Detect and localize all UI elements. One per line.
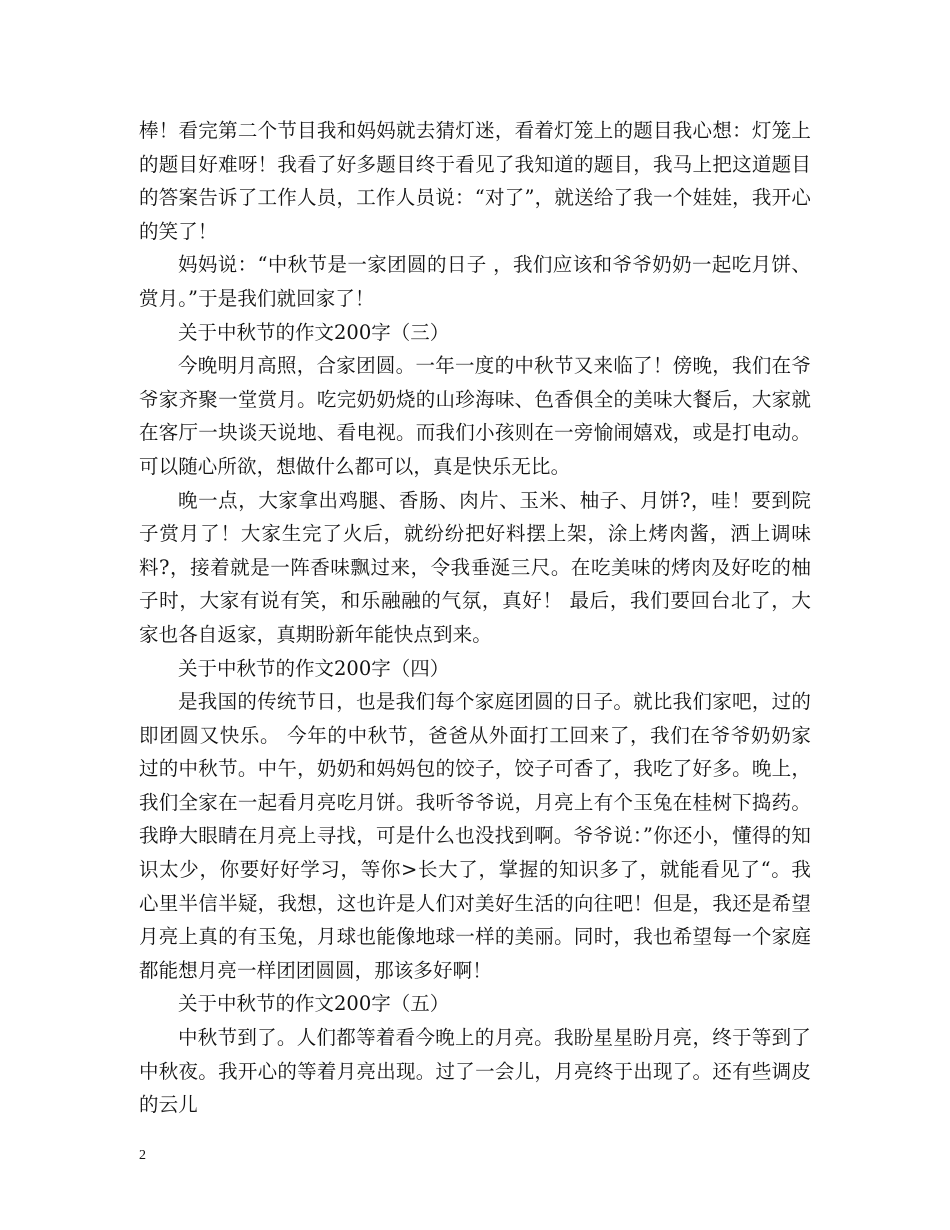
section-heading-three: 关于中秋节的作文200字（三） xyxy=(178,320,450,344)
paragraph-essay-five: 中秋节到了。人们都等着看今晚上的月亮。我盼星星盼月亮，终于等到了中秋夜。我开心的等着月亮出现。过了一会儿，月亮终于出现了。还有些调皮的云儿 xyxy=(139,1026,811,1117)
page-number: 2 xyxy=(139,1148,146,1163)
paragraph-essay-three-2: 晚一点，大家拿出鸡腿、香肠、肉片、玉米、柚子、月饼?，哇！要到院子赏月了！大家生完了火后，就纷纷把好料摆上架，涂上烤肉酱，洒上调味料?，接着就是一阵香味飘过来，令我垂涎三尺。在吃美味的烤肉及好吃的柚子时，大家有说有笑，和乐融融的气氛，真好！ 最后，我们要回台北了，大家也各自返家，真期盼新年能快点到来。 xyxy=(139,488,811,646)
document-page xyxy=(139,114,811,1122)
paragraph-mother-quote: 妈妈说：“中秋节是一家团圆的日子 ，我们应该和爷爷奶奶一起吃月饼、赏月。”于是我们就回家了！ xyxy=(139,253,811,310)
section-heading-five: 关于中秋节的作文200字（五） xyxy=(178,992,450,1016)
paragraph-essay-three-1: 今晚明月高照，合家团圆。一年一度的中秋节又来临了！傍晚，我们在爷爷家齐聚一堂赏月。吃完奶奶烧的山珍海味、色香俱全的美味大餐后，大家就在客厅一块谈天说地、看电视。而我们小孩则在一旁愉闹嬉戏，或是打电动。可以随心所欲，想做什么都可以，真是快乐无比。 xyxy=(139,354,811,478)
paragraph-continuation: 棒！看完第二个节目我和妈妈就去猜灯迷，看着灯笼上的题目我心想：灯笼上的题目好难呀！我看了好多题目终于看见了我知道的题目，我马上把这道题目的答案告诉了工作人员，工作人员说：“对了”，就送给了我一个娃娃，我开心的笑了！ xyxy=(139,119,811,243)
section-heading-four: 关于中秋节的作文200字（四） xyxy=(178,656,450,680)
paragraph-essay-four: 是我国的传统节日，也是我们每个家庭团圆的日子。就比我们家吧，过的即团圆又快乐。 今年的中秋节，爸爸从外面打工回来了，我们在爷爷奶奶家过的中秋节。中午，奶奶和妈妈包的饺子，饺子可香了，我吃了好多。晚上，我们全家在一起看月亮吃月饼。我听爷爷说，月亮上有个玉兔在桂树下捣药。我睁大眼睛在月亮上寻找，可是什么也没找到啊。爷爷说：”你还小，懂得的知识太少，你要好好学习，等你>长大了，掌握的知识多了，就能看见了“。我心里半信半疑，我想，这也许是人们对美好生活的向往吧！但是，我还是希望月亮上真的有玉兔，月球也能像地球一样的美丽。同时，我也希望每一个家庭都能想月亮一样团团圆圆，那该多好啊！ xyxy=(139,690,811,982)
